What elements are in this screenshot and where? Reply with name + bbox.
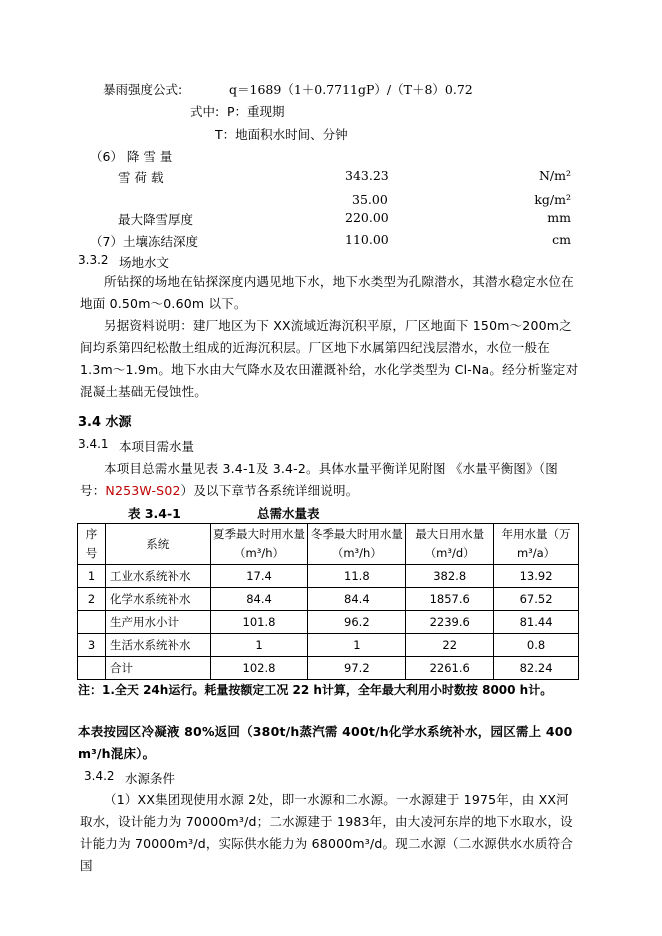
header-cell: 年用水量（万m³/a） — [494, 524, 579, 565]
row-number — [78, 657, 106, 680]
row-summer: 1 — [210, 634, 308, 657]
table-row — [78, 634, 579, 657]
table-row — [78, 565, 579, 588]
snow-row-unit: mm — [547, 210, 571, 225]
row-daily: 1857.6 — [406, 588, 494, 611]
row-winter: 1 — [308, 634, 406, 657]
hydro-heading-number: 3.3.2 — [78, 253, 109, 267]
snow-heading: （6） 降 雪 量 — [90, 149, 173, 164]
row-system: 合计 — [105, 657, 210, 680]
row-winter: 11.8 — [308, 565, 406, 588]
rainstorm-formula: q＝1689（1＋0.7711gP）/（T＋8）0.72 — [229, 82, 473, 97]
table-row — [78, 588, 579, 611]
row-daily: 22 — [406, 634, 494, 657]
row-summer: 102.8 — [210, 657, 308, 680]
row-annual: 67.52 — [494, 588, 579, 611]
row-daily: 2239.6 — [406, 611, 494, 634]
table-header-row — [78, 524, 579, 565]
header-cell: 最大日用水量（m³/d） — [406, 524, 494, 565]
conditions-paragraph-1: （1）XX集团现使用水源 2处，即一水源和二水源。一水源建于 1975年，由 XX河取水，设计能力为 70000m³/d；二水源建于 1983年，由大凌河东岸的地下水取水，设计能力为 70000m³/d，实际供水能力为 68000m³/d。现二水源（二水源供水水质符合国 — [80, 792, 574, 873]
row-system: 化学水系统补水 — [105, 588, 210, 611]
header-cell: 夏季最大时用水量（m³/h） — [210, 524, 308, 565]
row-number: 3 — [78, 634, 106, 657]
water-source-heading: 3.4 水源 — [78, 415, 132, 430]
hydro-paragraph-2: 另据资料说明：建厂地区为下 XX流域近海沉积平原，厂区地面下 150m～200m之间均系第四纪松散土组成的近海沉积层。厂区地下水属第四纪浅层潜水，水位一般在 1.3m～1.9m。地下水由大气降水及农田灌溉补给，水化学类型为 Cl-Na。经分析鉴定对混凝土基础无侵蚀性。 — [80, 318, 579, 399]
table-row — [78, 657, 579, 680]
row-daily: 2261.6 — [406, 657, 494, 680]
snow-row-value: 343.23 — [345, 168, 389, 183]
row-annual: 82.24 — [494, 657, 579, 680]
formula-p-definition: P：重现期 — [227, 104, 285, 119]
row-summer: 101.8 — [210, 611, 308, 634]
row-annual: 0.8 — [494, 634, 579, 657]
row-system: 生活水系统补水 — [105, 634, 210, 657]
row-summer: 84.4 — [210, 588, 308, 611]
row-annual: 81.44 — [494, 611, 579, 634]
table-note-1: 注：1.全天 24h运行。耗量按额定工况 22 h计算，全年最大利用小时数按 8000 h计。 — [78, 683, 553, 697]
table-row — [78, 611, 579, 634]
row-annual: 13.92 — [494, 565, 579, 588]
water-demand-table — [77, 523, 579, 680]
row-number: 2 — [78, 588, 106, 611]
conditions-number: 3.4.2 — [84, 769, 115, 783]
conditions-heading: 水源条件 — [125, 771, 176, 786]
row-system: 工业水系统补水 — [105, 565, 210, 588]
snow-row-unit: N/m² — [538, 168, 571, 183]
row-number: 1 — [78, 565, 106, 588]
water-demand-paragraph: 本项目总需水量见表 3.4-1及 3.4-2。具体水量平衡详见附图 《水量平衡图》（图号：N253W-S02）及以下章节各系统详细说明。 — [80, 461, 558, 498]
formula-t-definition: T：地面积水时间、分钟 — [215, 127, 348, 142]
rainstorm-label: 暴雨强度公式: — [103, 82, 183, 97]
water-demand-number: 3.4.1 — [78, 437, 109, 451]
header-cell: 序号 — [78, 524, 106, 565]
drawing-number: N253W-S02 — [105, 483, 181, 498]
row-winter: 84.4 — [308, 588, 406, 611]
table-caption-number: 表 3.4-1 — [128, 506, 181, 521]
snow-row-value: 110.00 — [345, 232, 389, 247]
snow-row-unit: kg/m² — [534, 192, 571, 207]
table-caption-title: 总需水量表 — [257, 506, 320, 521]
row-summer: 17.4 — [210, 565, 308, 588]
hydro-heading: 场地水文 — [119, 255, 170, 270]
table-note-2: 本表按园区冷凝液 80%返回（380t/h蒸汽需 400t/h化学水系统补水，园区需上 400 m³/h混床）。 — [78, 724, 573, 761]
hydro-paragraph-1: 所钻探的场地在钻探深度内遇见地下水，地下水类型为孔隙潜水，其潜水稳定水位在地面 0.50m～0.60m 以下。 — [80, 274, 574, 311]
row-winter: 96.2 — [308, 611, 406, 634]
header-cell: 系统 — [105, 524, 210, 565]
frost-depth-label: （7）土壤冻结深度 — [90, 234, 198, 249]
row-system: 生产用水小计 — [105, 611, 210, 634]
snow-row-label: 雪 荷 载 — [118, 170, 164, 185]
snow-row-label: 最大降雪厚度 — [118, 212, 194, 227]
row-number — [78, 611, 106, 634]
water-demand-heading: 本项目需水量 — [119, 439, 195, 454]
formula-where-label: 式中: — [190, 104, 220, 119]
row-winter: 97.2 — [308, 657, 406, 680]
snow-row-value: 220.00 — [345, 210, 389, 225]
snow-row-unit: cm — [552, 232, 571, 247]
row-daily: 382.8 — [406, 565, 494, 588]
header-cell: 冬季最大时用水量（m³/h） — [308, 524, 406, 565]
snow-row-value: 35.00 — [352, 192, 388, 207]
